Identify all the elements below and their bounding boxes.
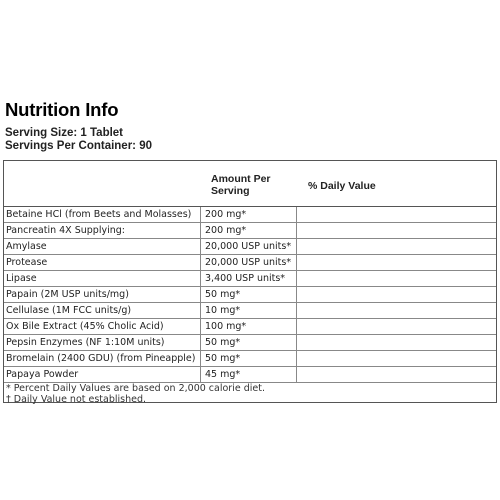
table-row [4,335,496,351]
table-row [4,255,496,271]
table-row [4,239,496,255]
table-row [4,367,496,383]
table-row [4,303,496,319]
ingredient-amount: 50 mg* [201,335,297,350]
ingredient-name: Betaine HCl (from Beets and Molasses) [4,207,201,222]
table-header [4,161,496,207]
footnotes [4,383,498,405]
serving-size: Serving Size: 1 Tablet [5,127,124,139]
ingredient-amount: 20,000 USP units* [201,255,297,270]
footnote-not-established: † Daily Value not established. [6,394,147,405]
ingredient-name: Ox Bile Extract (45% Cholic Acid) [4,319,201,334]
table-row [4,287,496,303]
serving-info [5,127,152,153]
ingredient-name: Pancreatin 4X Supplying: [4,223,201,238]
ingredient-amount: 45 mg* [201,367,297,382]
footnote-daily-values: * Percent Daily Values are based on 2,000 calorie diet. [6,383,265,394]
ingredient-amount: 200 mg* [201,207,297,222]
ingredient-amount: 100 mg* [201,319,297,334]
ingredient-name: Amylase [4,239,201,254]
ingredient-name: Bromelain (2400 GDU) (from Pineapple) [4,351,201,366]
ingredient-name: Papaya Powder [4,367,201,382]
header-amount-per-serving: Amount Per Serving [211,173,271,197]
table-row [4,207,496,223]
table-row [4,223,496,239]
page-title: Nutrition Info [5,99,119,120]
servings-per-container: Servings Per Container: 90 [5,140,152,152]
ingredient-name: Pepsin Enzymes (NF 1:10M units) [4,335,201,350]
ingredient-name: Protease [4,255,201,270]
nutrition-table [3,160,497,403]
table-row [4,351,496,367]
ingredient-amount: 3,400 USP units* [201,271,297,286]
ingredient-amount: 50 mg* [201,287,297,302]
table-row [4,271,496,287]
ingredient-amount: 10 mg* [201,303,297,318]
ingredient-name: Papain (2M USP units/mg) [4,287,201,302]
ingredient-name: Cellulase (1M FCC units/g) [4,303,201,318]
ingredient-amount: 200 mg* [201,223,297,238]
ingredient-amount: 20,000 USP units* [201,239,297,254]
header-daily-value: % Daily Value [308,180,376,192]
ingredient-amount: 50 mg* [201,351,297,366]
ingredient-name: Lipase [4,271,201,286]
table-row [4,319,496,335]
